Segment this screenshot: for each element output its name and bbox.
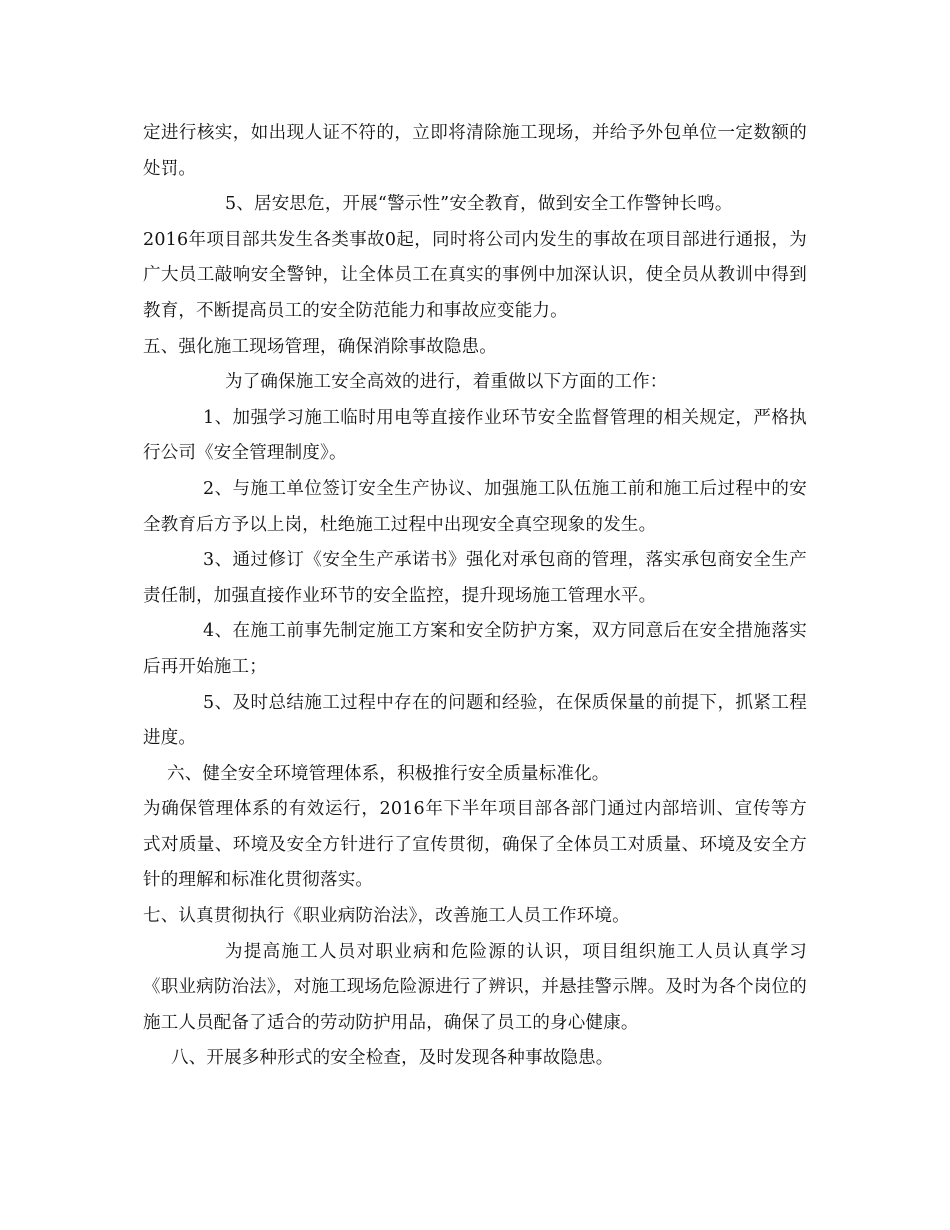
paragraph-item-3: 3、通过修订《安全生产承诺书》强化对承包商的管理，落实承包商安全生产责任制，加强直接作业环节的安全监控，提升现场施工管理水平。	[143, 550, 807, 606]
section-heading-5: 五、强化施工现场管理，确保消除事故隐患。	[143, 336, 497, 357]
document-body	[143, 116, 807, 1077]
paragraph-occupational-health: 为提高施工人员对职业病和危险源的认识，项目组织施工人员认真学习《职业病防治法》，对施工现场危险源进行了辨识，并悬挂警示牌。及时为各个岗位的施工人员配备了适合的劳动防护用品，确保了员工的身心健康。	[143, 941, 807, 1033]
paragraph-accident-report: 2016年项目部共发生各类事故0起，同时将公司内发生的事故在项目部进行通报，为广大员工敲响安全警钟，让全体员工在真实的事例中加深认识，使全员从教训中得到教育，不断提高员工的安全防范能力和事故应变能力。	[143, 229, 807, 321]
section-heading-7: 七、认真贯彻执行《职业病防治法》，改善施工人员工作环境。	[143, 906, 630, 927]
section-heading-8: 八、开展多种形式的安全检查，及时发现各种事故隐患。	[171, 1048, 614, 1069]
paragraph-item-2: 2、与施工单位签订安全生产协议、加强施工队伍施工前和施工后过程中的安全教育后方予以上岗，杜绝施工过程中出现安全真空现象的发生。	[143, 478, 807, 535]
section-heading-6: 六、健全安全环境管理体系，积极推行安全质量标准化。	[167, 763, 610, 784]
paragraph-item-1: 1、加强学习施工临时用电等直接作业环节安全监督管理的相关规定，严格执行公司《安全管理制度》。	[143, 407, 807, 464]
paragraph-item-4: 4、在施工前事先制定施工方案和安全防护方案，双方同意后在安全措施落实后再开始施工；	[143, 621, 807, 677]
paragraph-intro: 为了确保施工安全高效的进行，着重做以下方面的工作：	[225, 372, 668, 393]
paragraph-item-5-warning-education: 5、居安思危，开展“警示性”安全教育，做到安全工作警钟长鸣。	[225, 194, 733, 215]
paragraph-management-system: 为确保管理体系的有效运行，2016年下半年项目部各部门通过内部培训、宣传等方式对质量、环境及安全方针进行了宣传贯彻，确保了全体员工对质量、环境及安全方针的理解和标准化贯彻落实。	[143, 799, 807, 891]
paragraph-verification-continued: 定进行核实，如出现人证不符的，立即将清除施工现场，并给予外包单位一定数额的处罚。	[143, 123, 807, 179]
paragraph-item-5: 5、及时总结施工过程中存在的问题和经验，在保质保量的前提下，抓紧工程进度。	[143, 692, 807, 749]
